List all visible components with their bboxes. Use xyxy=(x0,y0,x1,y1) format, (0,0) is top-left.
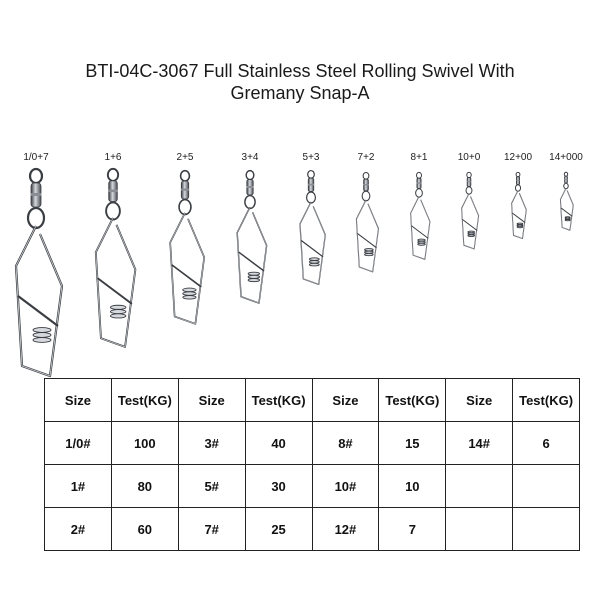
table-cell: 8# xyxy=(312,422,379,465)
swivel-snap-image xyxy=(170,171,204,324)
swivel-size-label: 7+2 xyxy=(357,152,375,163)
swivel-snap-image xyxy=(237,171,266,303)
swivel-snap-image xyxy=(560,172,573,230)
table-cell: 60 xyxy=(111,508,178,551)
table-cell: 5# xyxy=(178,465,245,508)
table-cell xyxy=(513,465,580,508)
table-cell: 6 xyxy=(513,422,580,465)
table-cell: 30 xyxy=(245,465,312,508)
header-size: Size xyxy=(446,379,513,422)
table-cell: 80 xyxy=(111,465,178,508)
table-cell: 15 xyxy=(379,422,446,465)
table-row xyxy=(45,422,580,465)
swivel-snap-image xyxy=(96,169,136,347)
table-cell xyxy=(513,508,580,551)
table-cell: 100 xyxy=(111,422,178,465)
swivel-snap-image xyxy=(356,172,378,271)
swivel-size-label: 1+6 xyxy=(104,152,122,163)
swivel-snap-image xyxy=(411,172,430,259)
header-size: Size xyxy=(178,379,245,422)
table-cell: 3# xyxy=(178,422,245,465)
table-cell xyxy=(446,465,513,508)
table-cell: 7 xyxy=(379,508,446,551)
swivel-size-label: 10+0 xyxy=(457,152,481,163)
swivel-snap-image xyxy=(300,171,325,285)
table-cell: 10# xyxy=(312,465,379,508)
table-header-row xyxy=(45,379,580,422)
table-cell: 40 xyxy=(245,422,312,465)
header-test-kg: Test(KG) xyxy=(245,379,312,422)
table-cell xyxy=(446,508,513,551)
table-row xyxy=(45,508,580,551)
swivel-size-label: 3+4 xyxy=(241,152,259,163)
title-line-1: BTI-04C-3067 Full Stainless Steel Rolling Swivel With xyxy=(85,61,515,81)
swivel-size-label: 2+5 xyxy=(176,152,194,163)
swivel-size-label: 1/0+7 xyxy=(23,152,49,163)
table-cell: 25 xyxy=(245,508,312,551)
header-test-kg: Test(KG) xyxy=(513,379,580,422)
swivel-snap-image xyxy=(462,172,479,249)
header-size: Size xyxy=(312,379,379,422)
table-cell: 2# xyxy=(45,508,112,551)
swivel-snap-image xyxy=(16,169,62,376)
swivel-size-label: 5+3 xyxy=(302,152,320,163)
title-line-2: Gremany Snap-A xyxy=(230,83,370,103)
table-cell: 1# xyxy=(45,465,112,508)
swivel-size-label: 14+000 xyxy=(549,152,583,163)
table-cell: 7# xyxy=(178,508,245,551)
table-row xyxy=(45,465,580,508)
table-cell: 10 xyxy=(379,465,446,508)
swivel-size-label: 12+00 xyxy=(503,152,533,163)
swivel-snap-image xyxy=(512,172,527,238)
test-strength-table xyxy=(44,378,580,551)
header-size: Size xyxy=(45,379,112,422)
table-cell: 14# xyxy=(446,422,513,465)
table-cell: 12# xyxy=(312,508,379,551)
swivel-size-label: 8+1 xyxy=(410,152,428,163)
header-test-kg: Test(KG) xyxy=(379,379,446,422)
header-test-kg: Test(KG) xyxy=(111,379,178,422)
table-cell: 1/0# xyxy=(45,422,112,465)
